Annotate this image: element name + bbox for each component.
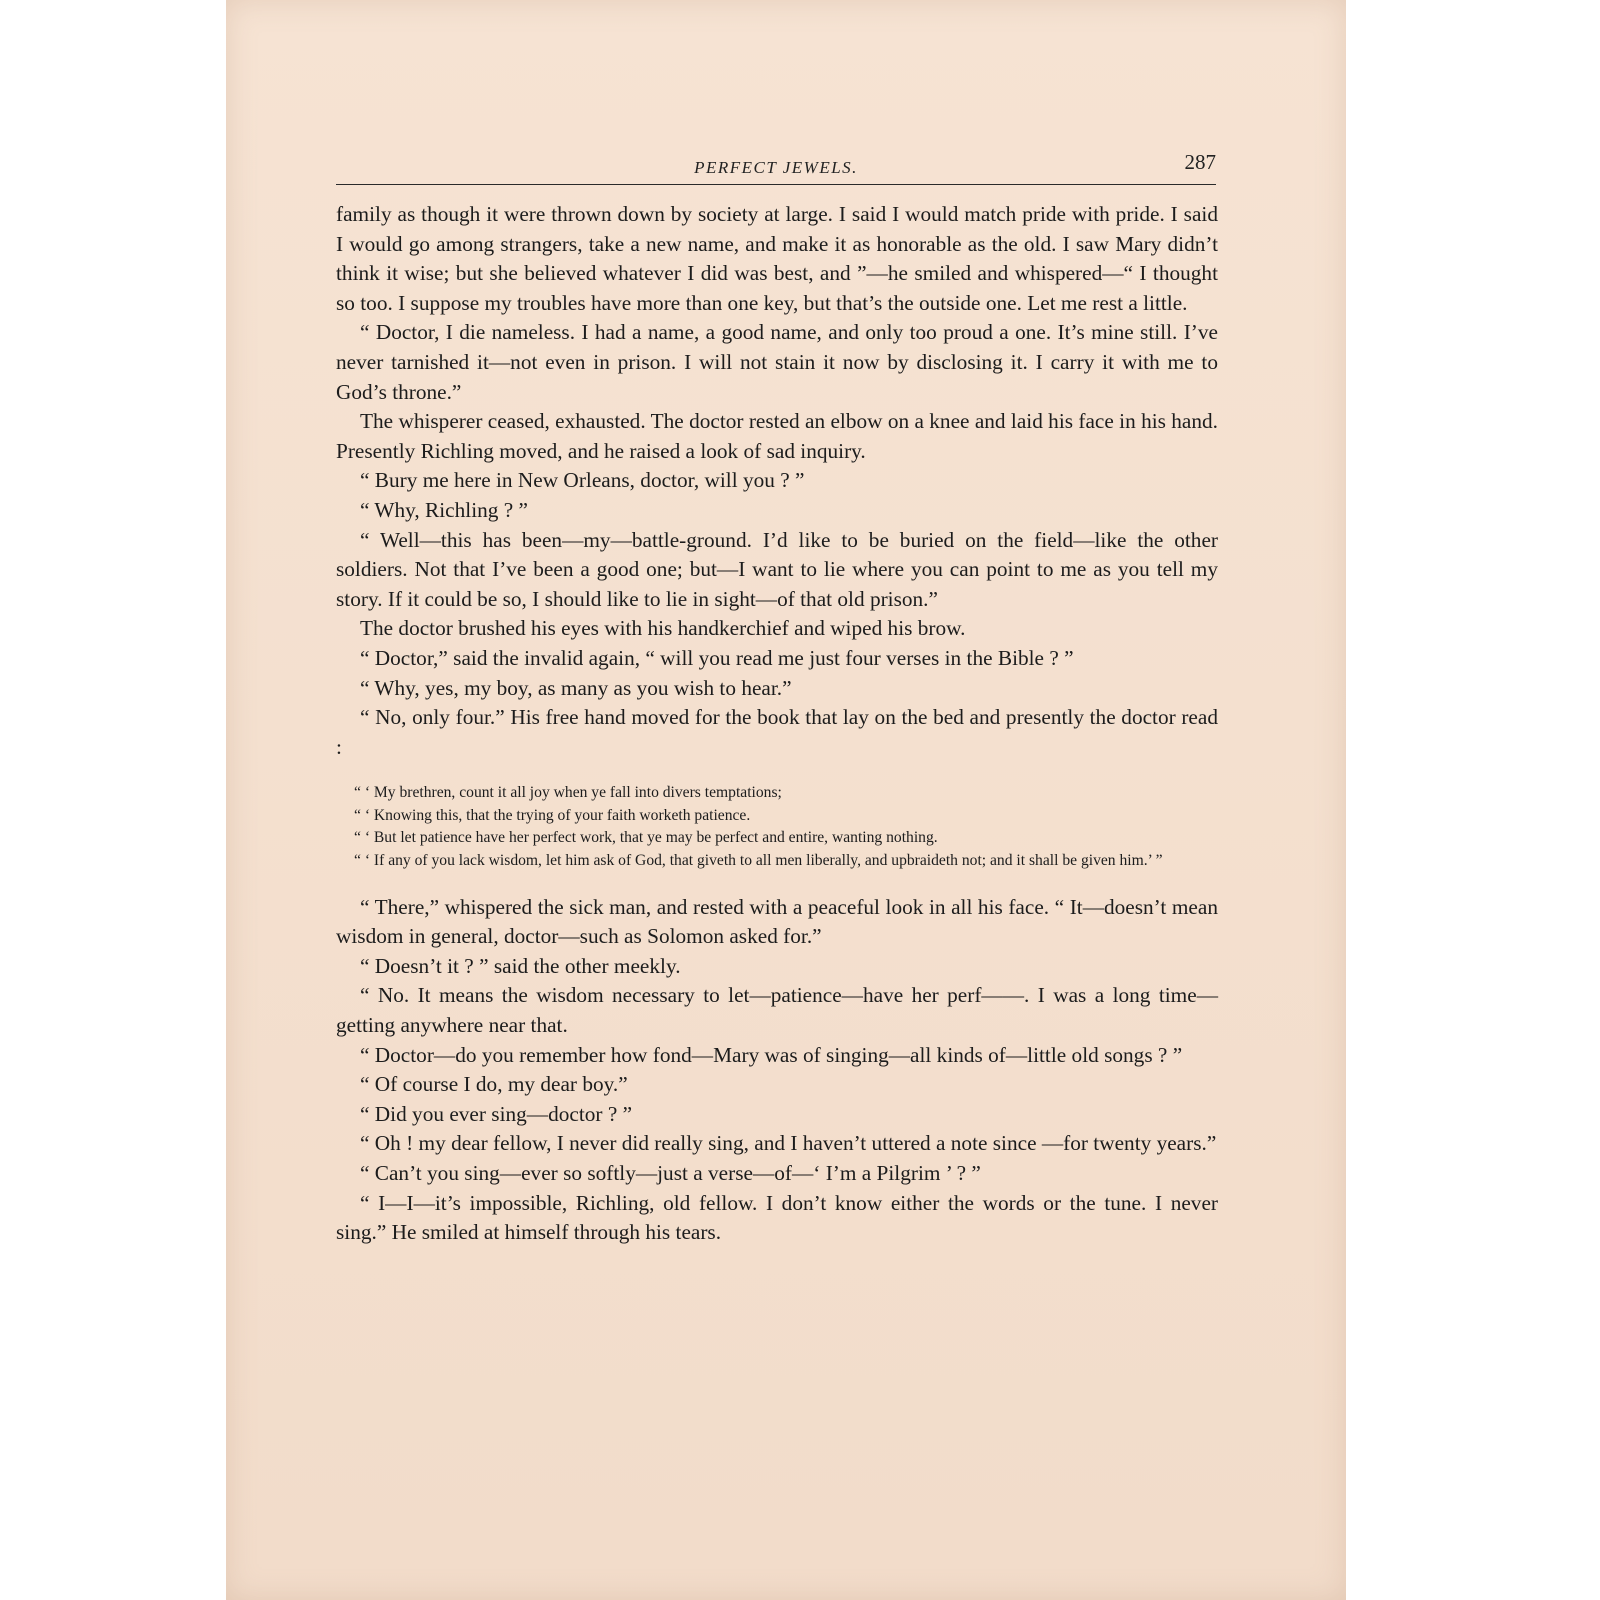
- page-number: 287: [1184, 150, 1216, 174]
- paragraph: “ Can’t you sing—ever so softly—just a verse—of—‘ I’m a Pilgrim ’ ? ”: [360, 1161, 981, 1185]
- paragraph: “ No. It means the wisdom necessary to let—patience—have her perf——. I was a long time—getting anywhere near that.: [336, 983, 1218, 1038]
- paragraph: “ Did you ever sing—doctor ? ”: [360, 1101, 633, 1126]
- paragraph: family as though it were thrown down by society at large. I said I would match pride with pride. I said I would go among strangers, take a new name, and make it as honorable as the old. I saw Mary didn’t think it wise; but she believed whatever I did was best, and ”—he smiled and whispered—“ I thought so too. I suppose my troubles have more than one key, but that’s the outside one. Let me rest a little.: [336, 202, 1218, 315]
- paragraph: “ Doctor—do you remember how fond—Mary was of singing—all kinds of—little old songs ? ”: [360, 1042, 1183, 1067]
- paragraph: “ No, only four.” His free hand moved for the book that lay on the bed and presently the doctor read :: [336, 705, 1218, 759]
- paragraph: “ Why, Richling ? ”: [360, 497, 528, 522]
- body-text-before-verses: [336, 200, 1218, 762]
- paragraph: The whisperer ceased, exhausted. The doctor rested an elbow on a knee and laid his face in his hand. Presently Richling moved, and he raised a look of sad inquiry.: [336, 409, 1218, 463]
- body-text-after-verses: [336, 893, 1218, 1248]
- paragraph: “ Bury me here in New Orleans, doctor, will you ? ”: [360, 468, 805, 493]
- page-body: [336, 200, 1218, 1248]
- verse-line: “ ‘ My brethren, count it all joy when ye fall into divers temptations;: [354, 784, 782, 802]
- paragraph: “ Of course I do, my dear boy.”: [360, 1072, 628, 1097]
- paragraph: “ I—I—it’s impossible, Richling, old fellow. I don’t know either the words or the tune. I never sing.” He smiled at himself through his tears.: [336, 1190, 1218, 1245]
- paragraph: “ Doctor, I die nameless. I had a name, a good name, and only too proud a one. It’s mine still. I’ve never tarnished it—not even in prison. I will not stain it now by disclosing it. I carry it with me to God’s throne.”: [336, 320, 1218, 404]
- paragraph: “ Why, yes, my boy, as many as you wish to hear.”: [360, 675, 792, 700]
- paragraph: “ Oh ! my dear fellow, I never did really sing, and I haven’t uttered a note since —for twenty years.”: [360, 1131, 1217, 1156]
- running-title: PERFECT JEWELS.: [694, 158, 858, 177]
- verse-line: “ ‘ Knowing this, that the trying of your faith worketh patience.: [354, 806, 751, 824]
- paragraph: “ Doesn’t it ? ” said the other meekly.: [360, 953, 681, 978]
- paragraph: “ Well—this has been—my—battle-ground. I’d like to be buried on the field—like the other soldiers. Not that I’ve been a good one; but—I want to lie where you can point to me as you tell my story. If it could be so, I should like to lie in sight—of that old prison.”: [336, 527, 1218, 611]
- book-page: [226, 0, 1346, 1600]
- page-header: [336, 150, 1216, 185]
- bible-verses-block: [336, 782, 1218, 872]
- verse-line: “ ‘ If any of you lack wisdom, let him ask of God, that giveth to all men liberally, and upbraideth not; and it shall be given him.’ ”: [354, 852, 1163, 870]
- paragraph: The doctor brushed his eyes with his handkerchief and wiped his brow.: [360, 616, 966, 641]
- verse-line: “ ‘ But let patience have her perfect work, that ye may be perfect and entire, wanting nothing.: [354, 829, 938, 847]
- paragraph: “ Doctor,” said the invalid again, “ will you read me just four verses in the Bible ? ”: [360, 645, 1074, 670]
- paragraph: “ There,” whispered the sick man, and rested with a peaceful look in all his face. “ It—doesn’t mean wisdom in general, doctor—such as Solomon asked for.”: [336, 894, 1218, 949]
